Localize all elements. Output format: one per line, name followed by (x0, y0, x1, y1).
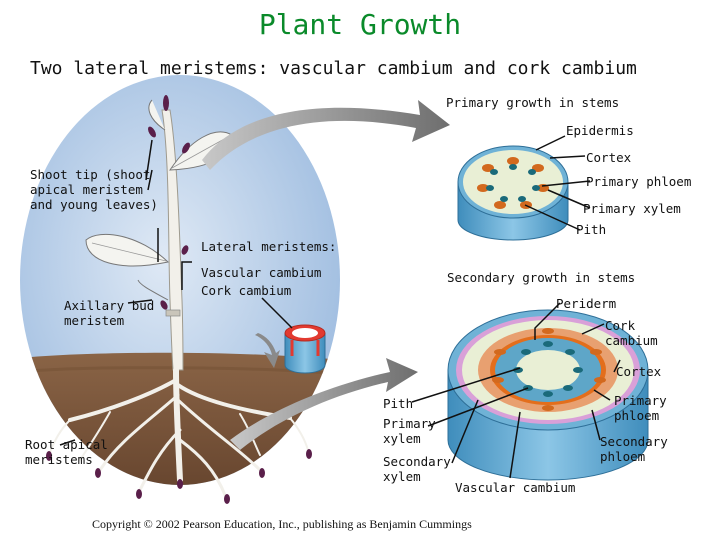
label-primary-growth: Primary growth in stems (446, 95, 620, 110)
label-cortex-primary: Cortex (586, 150, 632, 165)
label-epidermis: Epidermis (566, 123, 634, 138)
label-primary-xylem-top: Primary xylem (583, 201, 681, 216)
cambium-cylinder-icon (285, 325, 325, 373)
label-secondary-growth: Secondary growth in stems (447, 270, 636, 285)
copyright-notice: Copyright © 2002 Pearson Education, Inc., publishing as Benjamin Cummings (92, 517, 472, 531)
label-pith-bottom: Pith (383, 396, 414, 411)
label-primary-phloem-top: Primary phloem (586, 174, 692, 189)
label-periderm: Periderm (556, 296, 617, 311)
label-vascular-cambium: Vascular cambium (201, 265, 322, 280)
label-primary-phloem-bottom: Primary phloem (614, 393, 667, 423)
label-shoot-tip: Shoot tip (shoot apical meristem and young leaves) (30, 167, 158, 212)
subtitle: Two lateral meristems: vascular cambium and cork cambium (30, 58, 637, 79)
page-title: Plant Growth (258, 8, 462, 41)
label-primary-xylem-bottom: Primary xylem (383, 416, 436, 446)
label-cork-cambium-right: Cork cambium (605, 318, 658, 348)
label-lateral-meristems: Lateral meristems: (201, 239, 337, 254)
label-cortex-secondary: Cortex (616, 364, 662, 379)
label-secondary-xylem: Secondary xylem (383, 454, 451, 484)
label-axillary-bud: Axillary bud meristem (64, 298, 155, 328)
primary-stem-cross-section (458, 146, 568, 240)
label-secondary-phloem: Secondary phloem (600, 434, 668, 464)
label-root-apical-meristems: Root apical meristems (25, 437, 108, 467)
label-vascular-cambium-bottom: Vascular cambium (455, 480, 576, 495)
label-cork-cambium: Cork cambium (201, 283, 292, 298)
label-pith-top: Pith (576, 222, 607, 237)
